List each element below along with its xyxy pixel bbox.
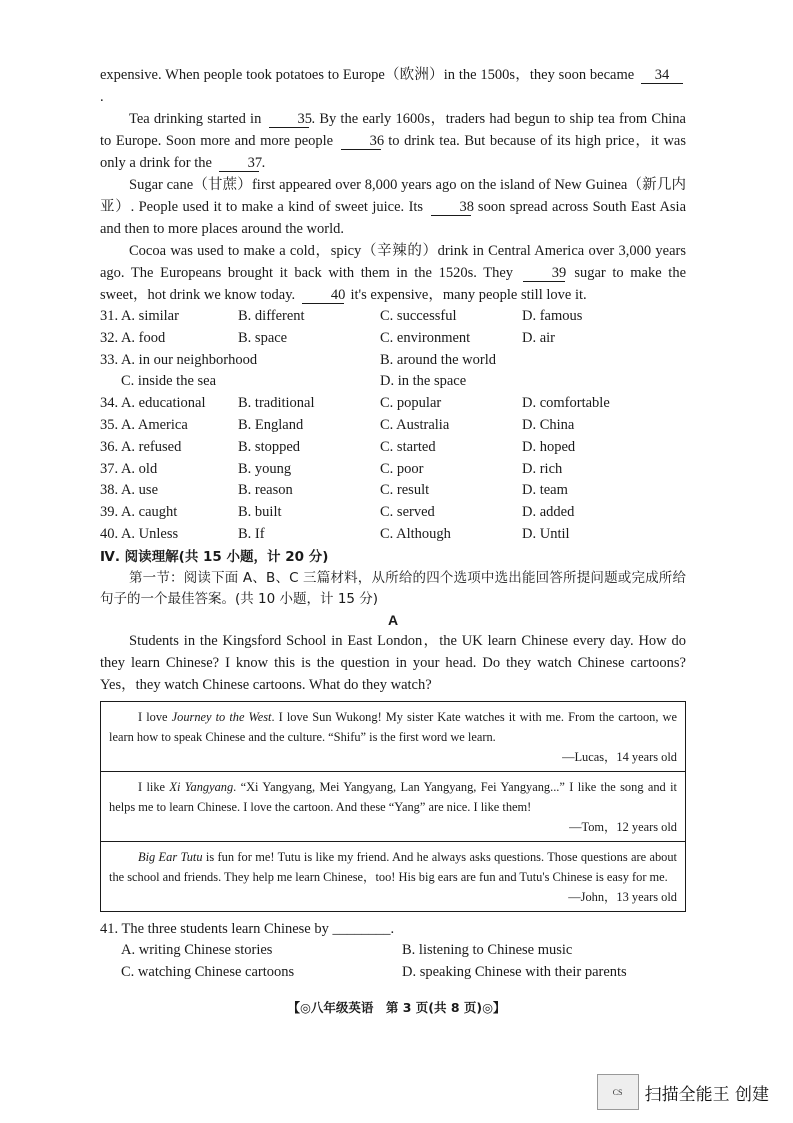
exam-page [100,64,686,983]
option-b[interactable]: B. young [238,460,292,477]
paragraph-sugar [100,174,686,240]
cartoon-title: Journey to the West [171,709,272,724]
signature: —Lucas，14 years old [562,749,677,764]
section-instruction: 第一节：阅读下面 A、B、C 三篇材料，从所给的四个选项中选出能回答所提问题或完成所给句子的一个最佳答案。(共 10 小题，计 15 分) [100,569,686,607]
text: . “Xi Yangyang, Mei Yangyang, Lan Yangyang, Fei Yangyang...” I like the song and it helps me to learn Chinese. I love the cartoon. And these “Yang” are nice. I like them! [109,779,677,814]
cartoon-title: Big Ear Tutu [138,849,203,864]
option-b[interactable]: B. If [238,525,265,542]
option-b[interactable]: B. stopped [238,438,301,455]
blank-39: 39 [523,266,565,282]
option-a[interactable]: 31. A. similar [100,308,179,324]
quote-john [101,842,685,911]
paragraph-tea: Tea drinking started in 35. By the early 1600s，traders had begun to ship tea from China to Europe. Soon more and more people 36 to drink tea. But because of its high price，it was only a drink for the 37. [100,111,687,171]
blank-40: 40 [302,288,344,304]
q41-row-1 [121,940,686,962]
option-a[interactable]: 39. A. caught [100,504,178,521]
passage-intro: Students in the Kingsford School in East London，the UK learn Chinese every day. How do they learn Chinese? I know this is the question in your head. Do they watch Chinese cartoons? Yes，they watch Chinese cartoons. What do they watch? [100,632,686,693]
option-row-39 [100,502,686,524]
option-d[interactable]: D. comfortable [522,395,610,412]
option-row-40 [100,524,686,546]
option-row-34 [100,393,686,415]
options-list [100,306,686,546]
text: Cocoa was used to make a cold，spicy（辛辣的）drink in Central America over 3,000 years ago. The Europeans brought it back with them in the 1520s. They [100,243,686,281]
text: soon spread across South East Asia and then to more places around the world. [100,199,687,237]
option-c[interactable]: C. started [380,438,436,455]
quote-tom [101,772,685,842]
option-c[interactable]: C. environment [380,329,471,346]
passage-label: A [387,611,399,628]
option-row-31 [100,306,686,328]
option-d[interactable]: D. hoped [522,438,576,455]
option-b[interactable]: B. different [238,308,305,324]
option-b[interactable]: B. space [238,329,288,346]
option-b[interactable]: B. England [238,416,304,433]
option-row-36 [100,437,686,459]
blank-34: 34 [641,68,683,84]
signature: —John，13 years old [568,889,677,904]
text: expensive. When people took potatoes to Europe（欧洲）in the 1500s，they soon became [100,67,635,83]
option-d[interactable]: D. Until [522,525,570,542]
cartoon-title: Xi Yangyang [169,779,234,794]
watermark-text: 扫描全能王 创建 [644,1084,769,1105]
text: Sugar cane（甘蔗）first appeared over 8,000 years ago on the island of New Guinea（新几内亚）. People used it to make a kind of sweet juice. Its [100,177,686,215]
text: . I love Sun Wukong! My sister Kate watches it with me. From the cartoon, we learn how to speak Chinese and the culture. “Shifu” is the first word we learn. [109,709,677,744]
text: sugar to make the sweet，hot drink we know today. [100,265,687,303]
option-c[interactable]: C. inside the sea [121,373,217,390]
text: is fun for me! Tutu is like my friend. And he always asks questions. Those questions are about the school and friends. They help me learn Chinese，too! His big ears are fun and Tutu's Chinese is easy for me. [109,849,677,884]
page-footer: 【◎八年级英语 第 3 页(共 8 页)◎】 [287,1000,506,1015]
text: I love [138,709,168,724]
option-d[interactable]: D. rich [522,460,563,477]
option-c[interactable]: C. Australia [380,416,450,433]
text: I like [138,779,166,794]
camscanner-logo-icon: CS [597,1074,639,1110]
option-row-35 [100,415,686,437]
option-row-32 [100,328,686,350]
option-a[interactable]: 32. A. food [100,329,166,346]
option-a[interactable]: 35. A. America [100,416,188,433]
option-c[interactable]: C. popular [380,395,442,412]
option-c[interactable]: C. watching Chinese cartoons [121,963,295,980]
blank-38: 38 [431,200,471,216]
option-b[interactable]: B. reason [238,482,293,499]
option-b[interactable]: B. traditional [238,395,315,412]
option-row-33a [100,350,686,372]
option-a[interactable]: 38. A. use [100,482,158,499]
option-c[interactable]: C. poor [380,460,424,477]
option-b[interactable]: B. listening to Chinese music [402,941,573,958]
paragraph-potatoes: expensive. When people took potatoes to Europe（欧洲）in the 1500s，they soon became 34. [100,64,686,108]
option-b[interactable]: B. around the world [380,351,496,368]
option-d[interactable]: D. added [522,504,575,521]
quote-lucas [101,702,685,772]
option-b[interactable]: B. built [238,504,282,521]
text: Tea drinking started in [129,111,262,127]
option-a[interactable]: 34. A. educational [100,395,206,412]
paragraph-cocoa [100,240,686,306]
option-a[interactable]: 36. A. refused [100,438,182,455]
q41-row-2 [121,962,686,984]
blank-36: 36 [341,134,381,150]
option-c[interactable]: C. result [380,482,430,499]
option-d[interactable]: D. air [522,329,556,346]
student-quotes-box [100,701,686,912]
option-d[interactable]: D. speaking Chinese with their parents [402,963,627,980]
option-d[interactable]: D. team [522,482,568,499]
option-row-33b [100,371,686,393]
option-d[interactable]: D. China [522,416,575,433]
signature: —Tom，12 years old [569,819,677,834]
blank-37: 37 [219,156,259,172]
option-a[interactable]: 33. A. in our neighborhood [100,351,258,368]
question-41: 41. The three students learn Chinese by ________. [100,920,395,937]
option-d[interactable]: D. in the space [380,373,467,390]
option-c[interactable]: C. successful [380,308,457,324]
option-a[interactable]: 40. A. Unless [100,525,179,542]
option-c[interactable]: C. served [380,504,435,521]
scanner-watermark [597,1074,769,1110]
blank-35: 35 [269,112,309,128]
option-a[interactable]: A. writing Chinese stories [121,941,273,958]
option-c[interactable]: C. Although [380,525,451,542]
option-a[interactable]: 37. A. old [100,460,158,477]
text: it's expensive，many people still love it. [350,287,587,303]
text: to drink tea. But because of its high price，it was only a drink for the [100,133,687,171]
option-row-37 [100,459,686,481]
text: . By the early 1600s，traders had begun to ship tea from China to Europe. Soon more and more people [100,111,686,149]
section-title: Ⅳ. 阅读理解(共 15 小题，计 20 分) [100,548,329,565]
option-d[interactable]: D. famous [522,308,583,324]
option-row-38 [100,480,686,502]
